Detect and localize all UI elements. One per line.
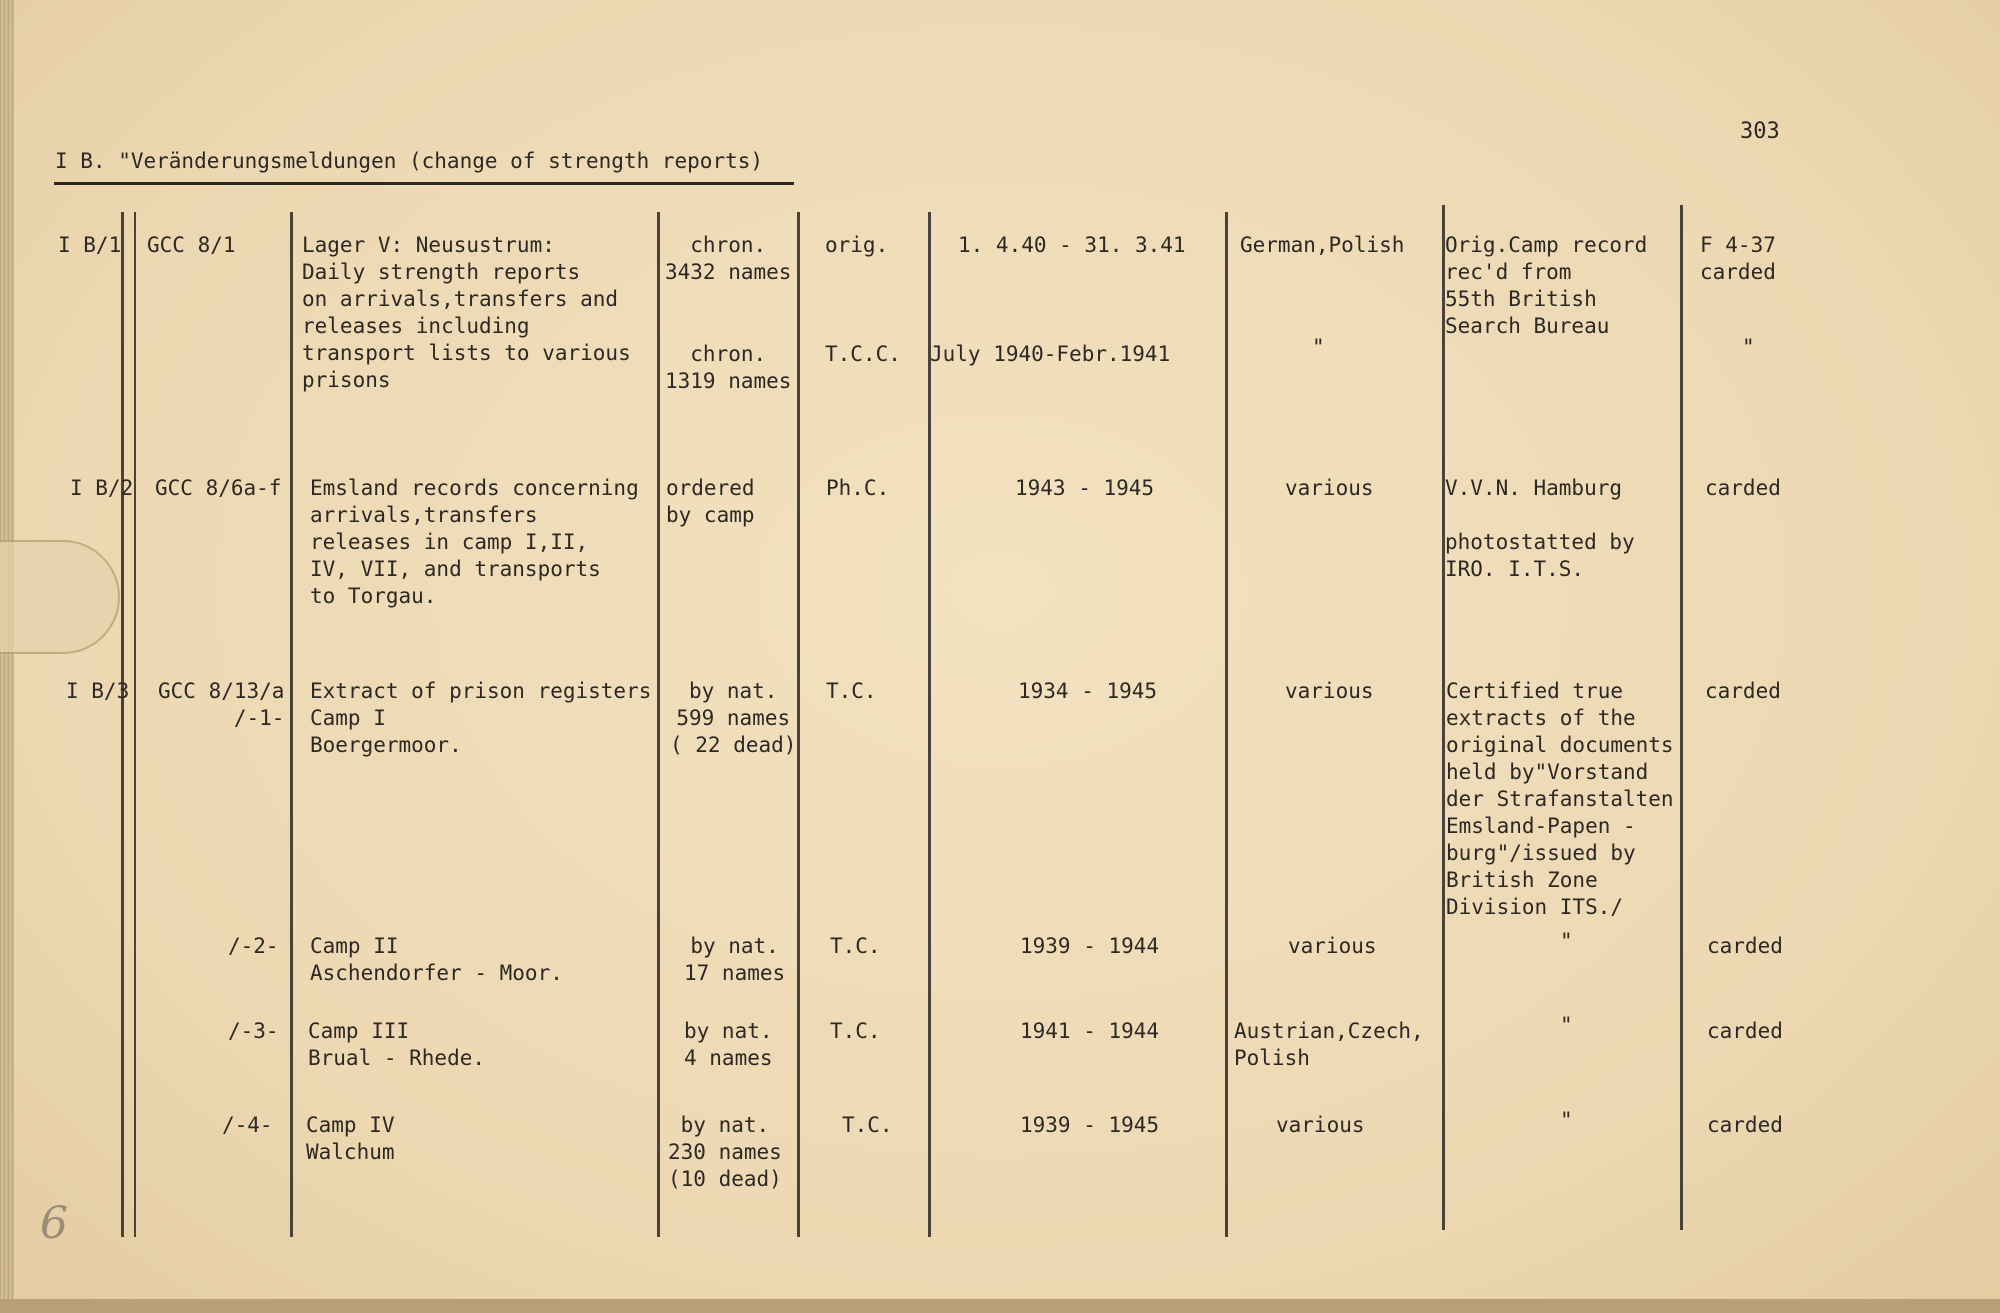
row-nationality: German,Polish xyxy=(1240,233,1405,257)
column-rule xyxy=(1680,205,1683,1230)
heading-underline xyxy=(54,182,794,185)
row-dates: 1934 - 1945 xyxy=(1018,679,1158,703)
row-reference: GCC 8/1 xyxy=(147,233,236,257)
row-arrangement: by nat. 230 names (10 dead) xyxy=(668,1113,782,1191)
row-status: carded xyxy=(1707,934,1783,958)
row-dates-copy: July 1940-Febr.1941 xyxy=(930,342,1171,366)
row-record-type: T.C. xyxy=(826,679,877,703)
row-reference: /-4- xyxy=(222,1113,273,1137)
row-reference: /-2- xyxy=(228,934,279,958)
row-source: Orig.Camp record rec'd from 55th British Search Bureau xyxy=(1445,233,1648,338)
row-description: Camp II Aschendorfer - Moor. xyxy=(310,934,563,985)
row-nationality: various xyxy=(1276,1113,1365,1137)
row-source: V.V.N. Hamburg photostatted by IRO. I.T.S. xyxy=(1445,476,1635,581)
ditto-mark: " xyxy=(1560,929,1573,953)
row-dates: 1941 - 1944 xyxy=(1020,1019,1160,1043)
page-bottom-edge xyxy=(0,1299,2000,1313)
row-id: I B/1 xyxy=(58,233,122,257)
row-reference: GCC 8/13/a /-1- xyxy=(158,679,285,730)
row-arrangement: by nat. 17 names xyxy=(684,934,786,985)
row-arrangement: by nat. 4 names xyxy=(684,1019,773,1070)
row-dates: 1939 - 1944 xyxy=(1020,934,1160,958)
row-status: carded xyxy=(1707,1113,1783,1137)
column-rule xyxy=(797,212,800,1237)
ditto-mark: " xyxy=(1742,335,1755,359)
page-stack-edge xyxy=(0,0,14,1313)
row-description: Lager V: Neusustrum: Daily strength reports on arrivals,transfers and releases including transport lists to various prisons xyxy=(302,233,631,392)
row-status: carded xyxy=(1705,476,1781,500)
section-heading: I B. "Veränderungsmeldungen (change of strength reports) xyxy=(55,149,764,173)
row-description: Emsland records concerning arrivals,transfers releases in camp I,II, IV, VII, and transports to Torgau. xyxy=(310,476,639,608)
row-description: Extract of prison registers Camp I Boergermoor. xyxy=(310,679,652,757)
row-record-type: T.C. xyxy=(830,1019,881,1043)
row-status: F 4-37 carded xyxy=(1700,233,1776,284)
row-reference: /-3- xyxy=(228,1019,279,1043)
row-nationality: various xyxy=(1285,679,1374,703)
row-record-type: T.C. xyxy=(842,1113,893,1137)
column-rule xyxy=(1442,205,1445,1230)
row-arrangement-copy: chron. 1319 names xyxy=(665,342,792,393)
column-rule xyxy=(121,212,124,1237)
row-nationality: Austrian,Czech, Polish xyxy=(1234,1019,1424,1070)
row-record-type: orig. xyxy=(825,233,889,257)
ditto-mark: " xyxy=(1312,335,1325,359)
ditto-mark: " xyxy=(1560,1013,1573,1037)
column-rule xyxy=(1225,212,1228,1237)
row-description: Camp III Brual - Rhede. xyxy=(308,1019,486,1070)
row-nationality: various xyxy=(1288,934,1377,958)
row-dates: 1943 - 1945 xyxy=(1015,476,1155,500)
row-reference: GCC 8/6a-f xyxy=(155,476,282,500)
row-status: carded xyxy=(1707,1019,1783,1043)
column-rule xyxy=(290,212,293,1237)
page-number: 303 xyxy=(1740,119,1780,144)
row-id: I B/2 xyxy=(70,476,134,500)
pencil-annotation: 6 xyxy=(40,1198,68,1249)
row-record-type: T.C. xyxy=(830,934,881,958)
binder-tab xyxy=(0,540,120,654)
row-source: Certified true extracts of the original documents held by"Vorstand der Strafanstalten Emsland-Papen - burg"/issued by British Zone Division ITS./ xyxy=(1446,679,1674,919)
row-arrangement: ordered by camp xyxy=(666,476,755,527)
row-dates: 1939 - 1945 xyxy=(1020,1113,1160,1137)
row-dates: 1. 4.40 - 31. 3.41 xyxy=(958,233,1186,257)
row-status: carded xyxy=(1705,679,1781,703)
row-arrangement: by nat. 599 names ( 22 dead) xyxy=(670,679,797,757)
row-record-type: Ph.C. xyxy=(826,476,890,500)
column-rule xyxy=(657,212,660,1237)
row-id: I B/3 xyxy=(66,679,130,703)
row-nationality: various xyxy=(1285,476,1374,500)
row-description: Camp IV Walchum xyxy=(306,1113,395,1164)
column-rule xyxy=(134,212,136,1237)
ditto-mark: " xyxy=(1560,1108,1573,1132)
row-record-type-copy: T.C.C. xyxy=(825,342,901,366)
row-arrangement: chron. 3432 names xyxy=(665,233,792,284)
